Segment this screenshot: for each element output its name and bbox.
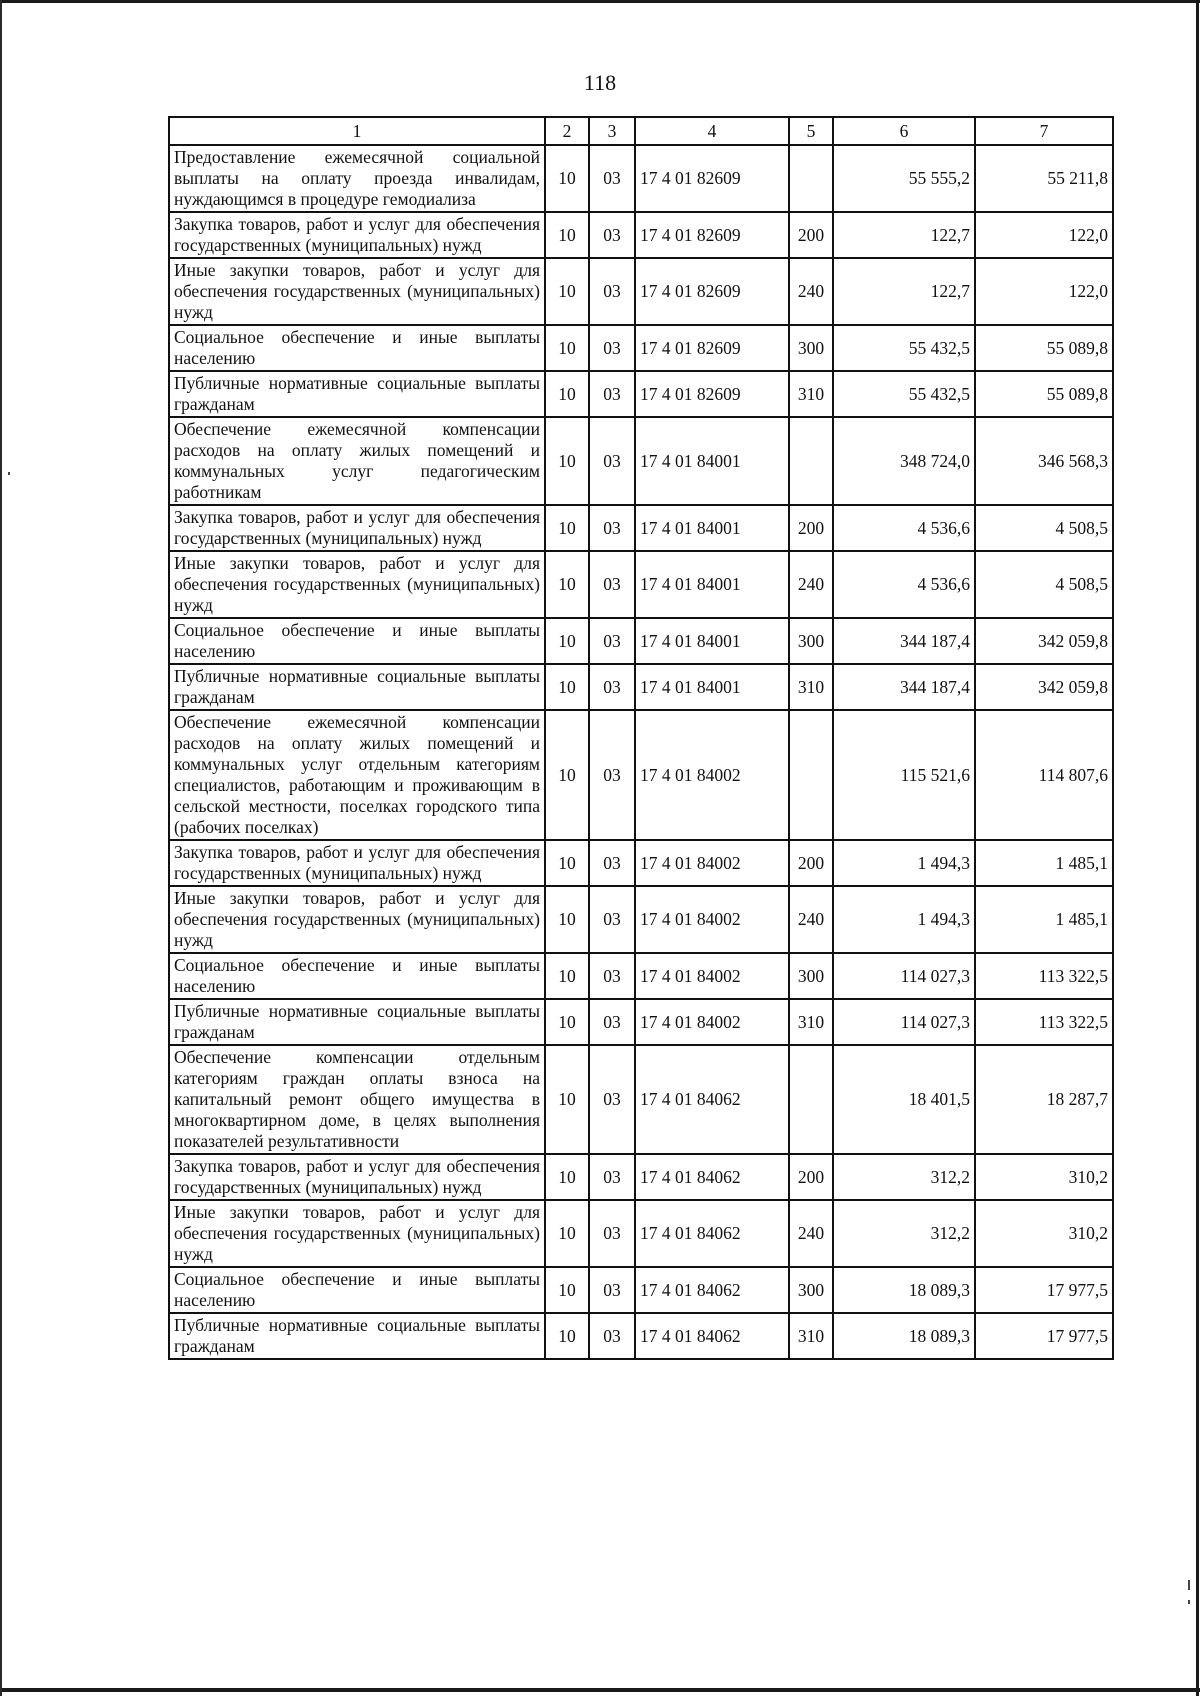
- subsection-code: 03: [589, 1267, 635, 1313]
- amount-column-7: 114 807,6: [975, 710, 1113, 840]
- table-row: [169, 1045, 1113, 1154]
- target-article-code: 17 4 01 84001: [635, 417, 789, 505]
- amount-column-6: 114 027,3: [833, 953, 975, 999]
- item-name: Закупка товаров, работ и услуг для обеспечения государственных (муниципальных) нужд: [169, 505, 545, 551]
- item-name: Иные закупки товаров, работ и услуг для обеспечения государственных (муниципальных) нужд: [169, 1200, 545, 1267]
- item-name: Публичные нормативные социальные выплаты гражданам: [169, 1313, 545, 1359]
- column-number: 4: [635, 117, 789, 145]
- target-article-code: 17 4 01 84062: [635, 1154, 789, 1200]
- section-code: 10: [545, 1154, 589, 1200]
- subsection-code: 03: [589, 1154, 635, 1200]
- subsection-code: 03: [589, 1200, 635, 1267]
- section-code: 10: [545, 1045, 589, 1154]
- subsection-code: 03: [589, 417, 635, 505]
- subsection-code: 03: [589, 551, 635, 618]
- page-number: 118: [583, 70, 617, 95]
- table-row: [169, 258, 1113, 325]
- expense-type-code: 240: [789, 258, 833, 325]
- section-code: 10: [545, 953, 589, 999]
- target-article-code: 17 4 01 84062: [635, 1045, 789, 1154]
- column-number: 6: [833, 117, 975, 145]
- table-row: [169, 840, 1113, 886]
- amount-column-7: 17 977,5: [975, 1267, 1113, 1313]
- table-row: [169, 710, 1113, 840]
- column-number: 1: [169, 117, 545, 145]
- expense-type-code: 300: [789, 953, 833, 999]
- table-row: [169, 145, 1113, 212]
- expense-type-code: 310: [789, 999, 833, 1045]
- item-name: Публичные нормативные социальные выплаты гражданам: [169, 371, 545, 417]
- table-row: [169, 417, 1113, 505]
- expense-type-code: 300: [789, 618, 833, 664]
- item-name: Иные закупки товаров, работ и услуг для обеспечения государственных (муниципальных) нужд: [169, 551, 545, 618]
- amount-column-7: 1 485,1: [975, 840, 1113, 886]
- amount-column-6: 18 089,3: [833, 1313, 975, 1359]
- amount-column-7: 4 508,5: [975, 505, 1113, 551]
- amount-column-7: 55 089,8: [975, 325, 1113, 371]
- item-name: Социальное обеспечение и иные выплаты населению: [169, 953, 545, 999]
- target-article-code: 17 4 01 82609: [635, 258, 789, 325]
- expense-type-code: 300: [789, 325, 833, 371]
- table-row: [169, 1267, 1113, 1313]
- amount-column-6: 344 187,4: [833, 618, 975, 664]
- item-name: Обеспечение ежемесячной компенсации расходов на оплату жилых помещений и коммунальных услуг педагогическим работникам: [169, 417, 545, 505]
- section-code: 10: [545, 999, 589, 1045]
- section-code: 10: [545, 258, 589, 325]
- table-row: [169, 886, 1113, 953]
- item-name: Обеспечение компенсации отдельным категориям граждан оплаты взноса на капитальный ремонт общего имущества в многоквартирном доме, в целях выполнения показателей результативности: [169, 1045, 545, 1154]
- target-article-code: 17 4 01 84002: [635, 840, 789, 886]
- section-code: 10: [545, 145, 589, 212]
- target-article-code: 17 4 01 84001: [635, 551, 789, 618]
- table-row: [169, 1313, 1113, 1359]
- amount-column-7: 122,0: [975, 258, 1113, 325]
- section-code: 10: [545, 1267, 589, 1313]
- amount-column-7: 342 059,8: [975, 618, 1113, 664]
- subsection-code: 03: [589, 325, 635, 371]
- expense-type-code: [789, 145, 833, 212]
- subsection-code: 03: [589, 212, 635, 258]
- expense-type-code: 200: [789, 212, 833, 258]
- amount-column-7: 17 977,5: [975, 1313, 1113, 1359]
- column-number: 5: [789, 117, 833, 145]
- amount-column-7: 122,0: [975, 212, 1113, 258]
- amount-column-7: 310,2: [975, 1200, 1113, 1267]
- subsection-code: 03: [589, 999, 635, 1045]
- item-name: Социальное обеспечение и иные выплаты населению: [169, 1267, 545, 1313]
- item-name: Закупка товаров, работ и услуг для обеспечения государственных (муниципальных) нужд: [169, 840, 545, 886]
- subsection-code: 03: [589, 840, 635, 886]
- column-number-row: [169, 117, 1113, 145]
- column-number: 3: [589, 117, 635, 145]
- table-row: [169, 371, 1113, 417]
- target-article-code: 17 4 01 84062: [635, 1313, 789, 1359]
- target-article-code: 17 4 01 84002: [635, 886, 789, 953]
- subsection-code: 03: [589, 710, 635, 840]
- amount-column-6: 18 089,3: [833, 1267, 975, 1313]
- item-name: Публичные нормативные социальные выплаты гражданам: [169, 664, 545, 710]
- amount-column-6: 114 027,3: [833, 999, 975, 1045]
- section-code: 10: [545, 417, 589, 505]
- section-code: 10: [545, 1200, 589, 1267]
- subsection-code: 03: [589, 1045, 635, 1154]
- expense-type-code: 240: [789, 886, 833, 953]
- amount-column-6: 4 536,6: [833, 505, 975, 551]
- amount-column-6: 55 432,5: [833, 325, 975, 371]
- amount-column-7: 55 089,8: [975, 371, 1113, 417]
- scan-border-bottom: [0, 1688, 1200, 1692]
- scan-speck: [1188, 1600, 1190, 1604]
- table-row: [169, 551, 1113, 618]
- table-row: [169, 1154, 1113, 1200]
- item-name: Закупка товаров, работ и услуг для обеспечения государственных (муниципальных) нужд: [169, 1154, 545, 1200]
- expense-type-code: 310: [789, 664, 833, 710]
- target-article-code: 17 4 01 82609: [635, 145, 789, 212]
- amount-column-6: 122,7: [833, 258, 975, 325]
- expense-type-code: 200: [789, 1154, 833, 1200]
- item-name: Обеспечение ежемесячной компенсации расходов на оплату жилых помещений и коммунальных услуг отдельным категориям специалистов, работающим и проживающим в сельской местности, поселках городского типа (рабочих поселках): [169, 710, 545, 840]
- table-row: [169, 999, 1113, 1045]
- amount-column-7: 18 287,7: [975, 1045, 1113, 1154]
- item-name: Иные закупки товаров, работ и услуг для обеспечения государственных (муниципальных) нужд: [169, 886, 545, 953]
- scan-border-top: [0, 0, 1200, 3]
- scan-speck: [8, 472, 10, 475]
- scan-speck: [1188, 1580, 1190, 1590]
- subsection-code: 03: [589, 886, 635, 953]
- table-row: [169, 664, 1113, 710]
- subsection-code: 03: [589, 371, 635, 417]
- subsection-code: 03: [589, 664, 635, 710]
- subsection-code: 03: [589, 258, 635, 325]
- expense-type-code: [789, 710, 833, 840]
- expense-type-code: 240: [789, 551, 833, 618]
- table-row: [169, 212, 1113, 258]
- expense-type-code: 200: [789, 505, 833, 551]
- amount-column-6: 312,2: [833, 1200, 975, 1267]
- section-code: 10: [545, 664, 589, 710]
- section-code: 10: [545, 710, 589, 840]
- section-code: 10: [545, 325, 589, 371]
- expense-type-code: [789, 417, 833, 505]
- amount-column-7: 346 568,3: [975, 417, 1113, 505]
- section-code: 10: [545, 505, 589, 551]
- subsection-code: 03: [589, 505, 635, 551]
- item-name: Социальное обеспечение и иные выплаты населению: [169, 325, 545, 371]
- amount-column-6: 115 521,6: [833, 710, 975, 840]
- amount-column-7: 342 059,8: [975, 664, 1113, 710]
- amount-column-6: 4 536,6: [833, 551, 975, 618]
- amount-column-7: 113 322,5: [975, 999, 1113, 1045]
- section-code: 10: [545, 840, 589, 886]
- target-article-code: 17 4 01 84002: [635, 999, 789, 1045]
- scan-border-right: [1196, 0, 1199, 1696]
- target-article-code: 17 4 01 84002: [635, 710, 789, 840]
- item-name: Закупка товаров, работ и услуг для обеспечения государственных (муниципальных) нужд: [169, 212, 545, 258]
- table-row: [169, 505, 1113, 551]
- column-number: 2: [545, 117, 589, 145]
- column-number: 7: [975, 117, 1113, 145]
- target-article-code: 17 4 01 82609: [635, 212, 789, 258]
- target-article-code: 17 4 01 84002: [635, 953, 789, 999]
- table-row: [169, 1200, 1113, 1267]
- amount-column-6: 55 555,2: [833, 145, 975, 212]
- expense-type-code: 310: [789, 1313, 833, 1359]
- amount-column-6: 312,2: [833, 1154, 975, 1200]
- item-name: Социальное обеспечение и иные выплаты населению: [169, 618, 545, 664]
- section-code: 10: [545, 371, 589, 417]
- expense-type-code: 300: [789, 1267, 833, 1313]
- section-code: 10: [545, 618, 589, 664]
- target-article-code: 17 4 01 84001: [635, 505, 789, 551]
- amount-column-7: 4 508,5: [975, 551, 1113, 618]
- amount-column-6: 1 494,3: [833, 840, 975, 886]
- amount-column-7: 1 485,1: [975, 886, 1113, 953]
- target-article-code: 17 4 01 84062: [635, 1200, 789, 1267]
- amount-column-6: 18 401,5: [833, 1045, 975, 1154]
- amount-column-6: 1 494,3: [833, 886, 975, 953]
- amount-column-6: 348 724,0: [833, 417, 975, 505]
- amount-column-7: 113 322,5: [975, 953, 1113, 999]
- target-article-code: 17 4 01 82609: [635, 325, 789, 371]
- item-name: Предоставление ежемесячной социальной выплаты на оплату проезда инвалидам, нуждающимся в процедуре гемодиализа: [169, 145, 545, 212]
- amount-column-6: 55 432,5: [833, 371, 975, 417]
- amount-column-6: 344 187,4: [833, 664, 975, 710]
- expense-type-code: 200: [789, 840, 833, 886]
- target-article-code: 17 4 01 84001: [635, 664, 789, 710]
- item-name: Публичные нормативные социальные выплаты гражданам: [169, 999, 545, 1045]
- subsection-code: 03: [589, 145, 635, 212]
- target-article-code: 17 4 01 82609: [635, 371, 789, 417]
- amount-column-6: 122,7: [833, 212, 975, 258]
- section-code: 10: [545, 212, 589, 258]
- section-code: 10: [545, 551, 589, 618]
- item-name: Иные закупки товаров, работ и услуг для обеспечения государственных (муниципальных) нужд: [169, 258, 545, 325]
- amount-column-7: 55 211,8: [975, 145, 1113, 212]
- target-article-code: 17 4 01 84001: [635, 618, 789, 664]
- subsection-code: 03: [589, 618, 635, 664]
- scan-border-left: [0, 0, 2, 1696]
- subsection-code: 03: [589, 953, 635, 999]
- section-code: 10: [545, 886, 589, 953]
- expense-type-code: [789, 1045, 833, 1154]
- expense-type-code: 240: [789, 1200, 833, 1267]
- amount-column-7: 310,2: [975, 1154, 1113, 1200]
- table-row: [169, 618, 1113, 664]
- target-article-code: 17 4 01 84062: [635, 1267, 789, 1313]
- table-row: [169, 953, 1113, 999]
- table-row: [169, 325, 1113, 371]
- section-code: 10: [545, 1313, 589, 1359]
- subsection-code: 03: [589, 1313, 635, 1359]
- budget-table: [168, 116, 1114, 1360]
- expense-type-code: 310: [789, 371, 833, 417]
